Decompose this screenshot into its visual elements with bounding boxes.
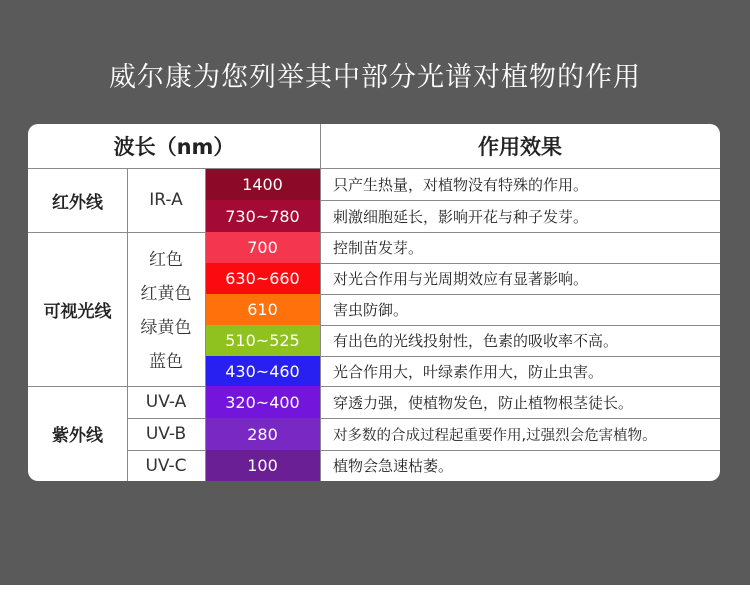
group-visible: 可视光线 [43, 301, 112, 322]
group-ultraviolet: 紫外线 [52, 426, 103, 446]
grid-line [28, 168, 720, 169]
wavelength-cell-700: 700 [205, 232, 320, 263]
wavelength-cell-430-460: 430~460 [205, 356, 320, 386]
effect-cell-700: 控制苗发芽。 [333, 239, 424, 257]
effect-cell-430-460: 光合作用大，叶绿素作用大，防止虫害。 [333, 362, 604, 381]
grid-line [320, 294, 720, 295]
group-infrared: 红外线 [52, 192, 103, 213]
grid-line [205, 168, 206, 481]
sub-red: 红色 [149, 249, 183, 270]
effect-cell-100: 植物会急速枯萎。 [333, 457, 454, 475]
grid-line [28, 232, 127, 233]
sub-ir-a: IR-A [149, 190, 183, 210]
wavelength-cell-510-525: 510~525 [205, 325, 320, 356]
spectrum-table [28, 124, 720, 481]
wavelength-cell-610: 610 [205, 294, 320, 325]
grid-line [127, 450, 205, 451]
grid-line [320, 386, 720, 387]
sub-uv-a: UV-A [145, 392, 187, 412]
wavelength-cell-730-780: 730~780 [205, 200, 320, 232]
grid-line [127, 168, 128, 481]
grid-line [320, 325, 720, 326]
effect-cell-610: 害虫防御。 [333, 301, 409, 319]
effect-cell-320-400: 穿透力强，使植物发色，防止植物根茎徒长。 [333, 393, 634, 412]
header-wavelength: 波长（nm） [113, 135, 235, 159]
grid-line [320, 263, 720, 264]
grid-line [320, 450, 720, 451]
effect-cell-1400: 只产生热量，对植物没有特殊的作用。 [333, 175, 589, 194]
grid-line [127, 418, 205, 419]
sub-green-yellow: 绿黄色 [140, 317, 192, 338]
sub-uv-b: UV-B [145, 424, 187, 444]
grid-line [320, 124, 321, 481]
sub-red-yellow: 红黄色 [140, 283, 192, 304]
grid-line [320, 232, 720, 233]
grid-line [320, 200, 720, 201]
grid-line [320, 356, 720, 357]
wavelength-cell-320-400: 320~400 [205, 386, 320, 418]
wavelength-cell-1400: 1400 [205, 168, 320, 200]
header-effect: 作用效果 [478, 135, 562, 159]
grid-line [28, 386, 205, 387]
sub-blue: 蓝色 [149, 351, 183, 372]
wavelength-cell-100: 100 [205, 450, 320, 481]
effect-cell-730-780: 刺激细胞延长，影响开花与种子发芽。 [333, 207, 589, 226]
wavelength-cell-280: 280 [205, 418, 320, 450]
grid-line [127, 232, 205, 233]
effect-cell-630-660: 对光合作用与光周期效应有显著影响。 [333, 270, 589, 288]
page-title: 威尔康为您列举其中部分光谱对植物的作用 [109, 62, 641, 93]
grid-line [320, 418, 720, 419]
effect-cell-510-525: 有出色的光线投射性，色素的吸收率不高。 [333, 332, 619, 350]
sub-uv-c: UV-C [145, 455, 187, 476]
wavelength-cell-630-660: 630~660 [205, 263, 320, 294]
effect-cell-280: 对多数的合成过程起重要作用,过强烈会危害植物。 [333, 427, 657, 444]
